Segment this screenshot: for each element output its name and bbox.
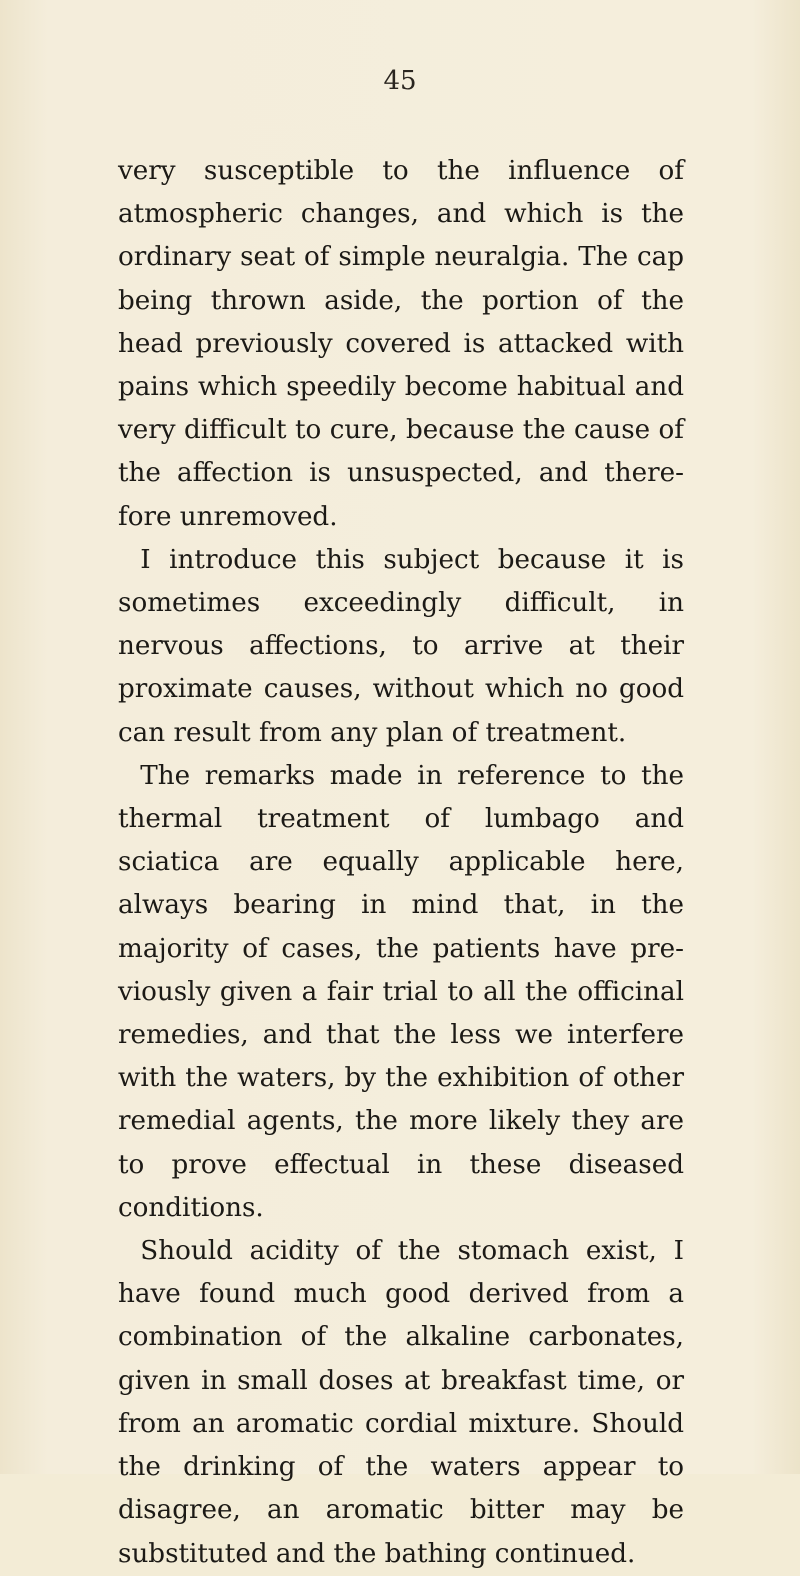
- paragraph-3: The remarks made in reference to the thermal treatment of lumbago and sciatica are equally applicable here, always bearing in mind that, in the majority of cases, the patients have pre-viously given a fair trial to all the officinal remedies, and that the less we interfere with the waters, by the exhibition of other remedial agents, the more likely they are to prove effectual in these diseased conditions.: [118, 760, 684, 1223]
- paragraph-4: Should acidity of the stomach exist, I have found much good derived from a combination of the alkaline carbonates, given in small doses at breakfast time, or from an aromatic cordial mixture. Should the drinking of the waters appear to disagree, an aromatic bitter may be substituted and the bathing continued.: [118, 1236, 684, 1569]
- page-number: 45: [383, 66, 417, 96]
- body-text: [118, 150, 684, 1576]
- paragraph-1: very susceptible to the influence of atmospheric changes, and which is the ordinary seat of simple neuralgia. The cap being thrown aside, the portion of the head previously covered is attacked with pains which speedily become habitual and very difficult to cure, because the cause of the affection is unsuspected, and there-fore unremoved.: [118, 156, 684, 532]
- paragraph-2: I introduce this subject because it is sometimes exceedingly difficult, in nervous affections, to arrive at their proximate causes, without which no good can result from any plan of treatment.: [118, 544, 684, 748]
